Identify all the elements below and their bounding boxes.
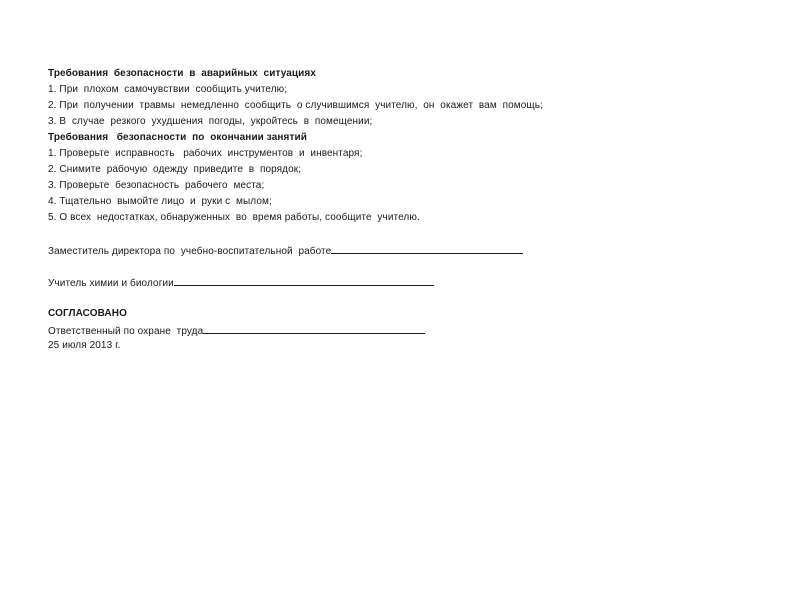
- teacher-label: Учитель химии и биологии: [48, 278, 174, 289]
- responsible-label: Ответственный по охране труда: [48, 326, 204, 337]
- deputy-director-signature-line: [331, 242, 523, 254]
- emergency-item-2: 2. При получении травмы немедленно сообщить о случившимся учителю, он окажет вам помощь;: [48, 100, 543, 111]
- teacher-signature-row: [48, 274, 768, 290]
- responsible-signature-line: [203, 322, 425, 334]
- approval-heading: СОГЛАСОВАНО: [48, 308, 127, 319]
- after-work-item-5: 5. О всех недостатках, обнаруженных во время работы, сообщите учителю.: [48, 212, 420, 223]
- after-work-item-4: 4. Тщательно вымойте лицо и руки с мылом;: [48, 196, 272, 207]
- document-page: [48, 66, 768, 354]
- after-work-heading: Требования безопасности по окончании занятий: [48, 132, 307, 143]
- deputy-director-signature-row: [48, 242, 768, 258]
- teacher-signature-line: [174, 274, 434, 286]
- emergency-item-1: 1. При плохом самочувствии сообщить учителю;: [48, 84, 288, 95]
- after-work-item-3: 3. Проверьте безопасность рабочего места;: [48, 180, 265, 191]
- after-work-item-2: 2. Снимите рабочую одежду приведите в порядок;: [48, 164, 302, 175]
- deputy-director-label: Заместитель директора по учебно-воспитательной работе: [48, 246, 332, 257]
- spacer: [48, 290, 768, 306]
- emergency-item-3: 3. В случае резкого ухудшения погоды, укройтесь в помещении;: [48, 116, 373, 127]
- responsible-signature-row: [48, 322, 768, 338]
- emergency-heading: Требования безопасности в аварийных ситуациях: [48, 68, 317, 79]
- approval-date: 25 июля 2013 г.: [48, 340, 121, 351]
- spacer: [48, 258, 768, 274]
- after-work-item-1: 1. Проверьте исправность рабочих инструментов и инвентаря;: [48, 148, 363, 159]
- spacer: [48, 226, 768, 242]
